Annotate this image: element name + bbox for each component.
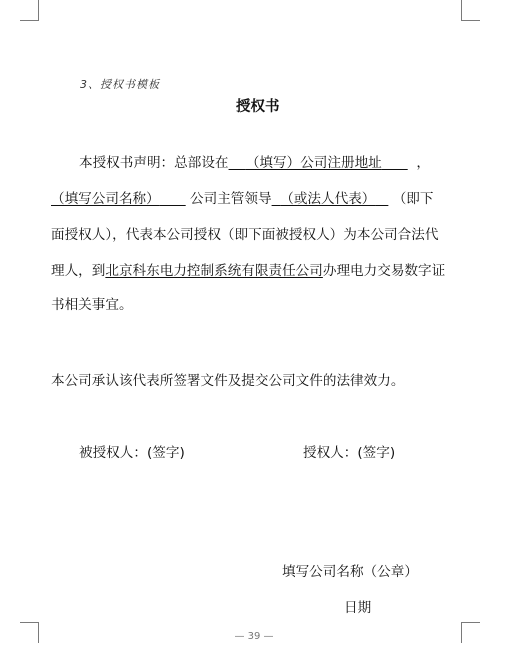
target-company: 北京科东电力控制系统有限责任公司 bbox=[105, 263, 323, 279]
blank-underline bbox=[382, 155, 408, 171]
address-field: （填写）公司注册地址 bbox=[245, 155, 382, 171]
paragraph1-line5: 书相关事宜。 bbox=[51, 297, 133, 313]
page-number: — 39 — bbox=[234, 631, 274, 642]
supervisor-text: 公司主管领导 bbox=[190, 191, 272, 207]
blank-underline bbox=[272, 191, 281, 207]
line4-suffix: 办理电力交易数字证 bbox=[322, 263, 446, 279]
paragraph1-line2 bbox=[51, 190, 433, 208]
line2-suffix: （即下 bbox=[392, 191, 434, 207]
authorizer-signature: 授权人：(签字) bbox=[303, 445, 396, 461]
line4-prefix: 理人，到 bbox=[51, 263, 106, 279]
paragraph1-line4 bbox=[51, 262, 445, 280]
blank-underline bbox=[160, 191, 186, 207]
document-title: 授权书 bbox=[236, 99, 280, 115]
paragraph1-line3: 面授权人），代表本公司授权（即下面被授权人）为本公司合法代 bbox=[51, 227, 439, 243]
blank-underline bbox=[375, 191, 388, 207]
crop-mark-top-right bbox=[461, 0, 480, 21]
authorized-person-signature: 被授权人：(签字) bbox=[79, 445, 185, 461]
date-label: 日期 bbox=[344, 600, 372, 616]
legal-effect-statement: 本公司承认该代表所签署文件及提交公司文件的法律效力。 bbox=[51, 373, 405, 389]
company-name-field: （填写公司名称） bbox=[51, 191, 160, 207]
blank-underline bbox=[229, 155, 246, 171]
company-seal-line: 填写公司名称（公章） bbox=[282, 564, 418, 580]
crop-mark-top-left bbox=[20, 0, 39, 21]
section-label: 3、授权书模板 bbox=[80, 78, 160, 91]
legal-rep-field: （或法人代表） bbox=[280, 191, 376, 207]
line1-suffix: ， bbox=[416, 155, 430, 171]
paragraph1-line1 bbox=[79, 154, 430, 172]
declaration-prefix: 本授权书声明：总部设在 bbox=[79, 155, 229, 171]
